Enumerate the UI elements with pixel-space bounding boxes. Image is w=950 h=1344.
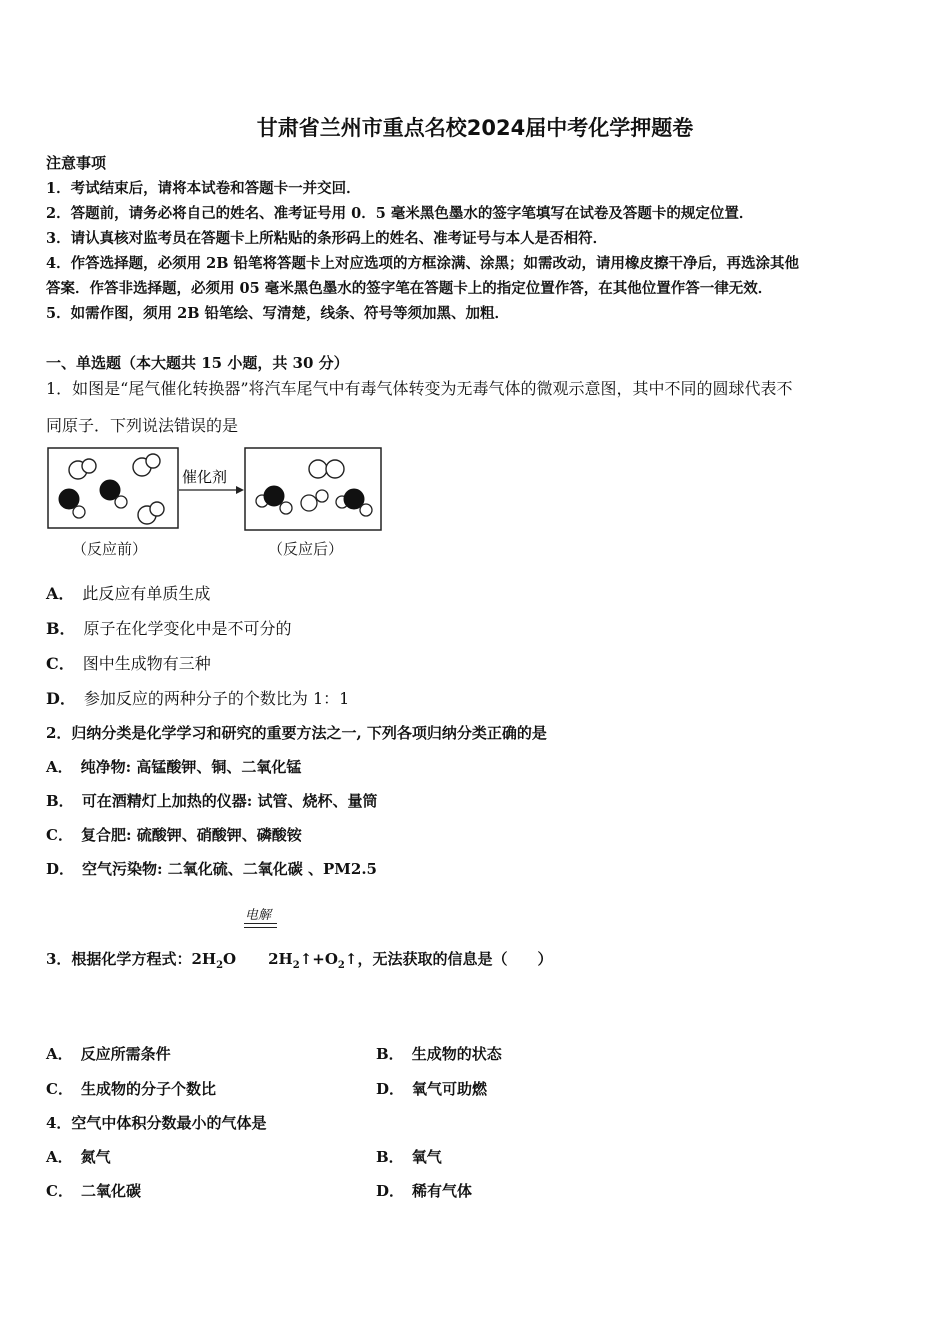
option-label: C． <box>46 826 73 844</box>
gas-arrow: ↑ <box>299 950 313 968</box>
q2-option-c[interactable] <box>46 824 302 845</box>
q3-option-d[interactable] <box>376 1078 487 1099</box>
option-text: 复合肥: 硫酸钾、硝酸钾、磷酸铵 <box>80 826 302 844</box>
option-label: B． <box>376 1148 404 1166</box>
q3-option-a[interactable] <box>46 1043 171 1064</box>
q1-stem-line1: 1．如图是“尾气催化转换器”将汽车尾气中有毒气体转变为无毒气体的微观示意图，其中不同的圆球代表不 <box>46 379 793 398</box>
notice-item: 5．如需作图，须用 2B 铅笔绘、写清楚，线条、符号等须加黑、加粗． <box>46 305 510 322</box>
q4-option-d[interactable] <box>376 1180 472 1201</box>
equation-suffix: ，无法获取的信息是（ ） <box>357 950 553 968</box>
gas-arrow: ↑ <box>344 950 358 968</box>
option-label: D． <box>46 689 76 708</box>
option-text: 稀有气体 <box>412 1182 473 1200</box>
q2-option-a[interactable] <box>46 756 301 777</box>
option-label: B． <box>46 619 76 638</box>
q2-option-d[interactable] <box>46 858 377 879</box>
notice-item: 3．请认真核对监考员在答题卡上所粘贴的条形码上的姓名、准考证号与本人是否相符． <box>46 230 608 247</box>
option-text: 纯净物: 高锰酸钾、铜、二氧化锰 <box>80 758 302 776</box>
option-label: C． <box>46 654 75 673</box>
option-text: 生成物的状态 <box>411 1045 502 1063</box>
before-caption: （反应前） <box>72 540 148 558</box>
before-box <box>48 448 178 528</box>
page-title: 甘肃省兰州市重点名校2024届中考化学押题卷 <box>256 116 694 140</box>
option-text: 氧气 <box>411 1148 442 1166</box>
option-text: 二氧化碳 <box>80 1182 141 1200</box>
option-label: D． <box>376 1080 405 1098</box>
q1-option-c[interactable] <box>46 651 211 674</box>
notice-item: 答案．作答非选择题，必须用 05 毫米黑色墨水的签字笔在答题卡上的指定位置作答，在其他位置作答一律无效． <box>46 280 773 297</box>
option-text: 此反应有单质生成 <box>82 584 211 603</box>
option-text: 原子在化学变化中是不可分的 <box>83 619 292 638</box>
notice-item: 4．作答选择题，必须用 2B 铅笔将答题卡上对应选项的方框涂满、涂黑；如需改动，请用橡皮擦干净后，再选涂其他 <box>46 255 800 272</box>
q4-stem: 4．空气中体积分数最小的气体是 <box>46 1114 267 1132</box>
option-label: D． <box>376 1182 405 1200</box>
equation-prefix: 3．根据化学方程式：2H <box>46 950 217 968</box>
q1-option-b[interactable] <box>46 616 292 639</box>
option-label: A． <box>46 1148 73 1166</box>
option-text: 图中生成物有三种 <box>82 654 211 673</box>
notice-item: 2．答题前，请务必将自己的姓名、准考证号用 0．5 毫米黑色墨水的签字笔填写在试卷及答题卡的规定位置． <box>46 205 754 222</box>
q2-stem: 2．归纳分类是化学学习和研究的重要方法之一, 下列各项归纳分类正确的是 <box>46 724 547 742</box>
q4-option-b[interactable] <box>376 1146 442 1167</box>
option-text: 生成物的分子个数比 <box>80 1080 216 1098</box>
option-label: D． <box>46 860 75 878</box>
option-text: 氮气 <box>80 1148 111 1166</box>
q4-option-a[interactable] <box>46 1146 111 1167</box>
subscript: 2 <box>292 960 300 971</box>
q1-stem-line2: 同原子．下列说法错误的是 <box>46 416 239 435</box>
catalyst-arrow <box>179 468 244 494</box>
section-heading: 一、单选题（本大题共 15 小题，共 30 分） <box>46 354 349 372</box>
option-text: 反应所需条件 <box>80 1045 171 1063</box>
condition-label: 电解 <box>245 908 272 923</box>
option-text: 氧气可助燃 <box>412 1080 488 1098</box>
subscript: 2 <box>216 960 224 971</box>
option-label: A． <box>46 1045 73 1063</box>
option-text: 参加反应的两种分子的个数比为 1：1 <box>83 689 350 708</box>
equation-line <box>244 923 277 924</box>
option-label: B． <box>376 1045 404 1063</box>
equation-line <box>244 927 277 928</box>
equation-product: 2H <box>268 950 293 968</box>
q1-option-a[interactable] <box>46 581 210 604</box>
q2-option-b[interactable] <box>46 790 377 811</box>
option-label: C． <box>46 1182 73 1200</box>
q3-stem <box>46 948 552 971</box>
after-box <box>245 448 381 530</box>
option-label: B． <box>46 792 74 810</box>
notice-item: 1．考试结束后，请将本试卷和答题卡一并交回． <box>46 180 361 197</box>
equation-product: +O <box>312 950 338 968</box>
notice-heading: 注意事项 <box>46 154 107 172</box>
after-caption: （反应后） <box>268 540 344 558</box>
q3-option-b[interactable] <box>376 1043 502 1064</box>
catalyst-label: 催化剂 <box>182 468 228 486</box>
option-text: 空气污染物: 二氧化硫、二氧化碳 、PM2.5 <box>82 860 377 878</box>
option-label: A． <box>46 758 73 776</box>
option-text: 可在酒精灯上加热的仪器: 试管、烧杯、量筒 <box>81 792 378 810</box>
q1-option-d[interactable] <box>46 686 349 709</box>
equation-reactant: O <box>223 950 237 968</box>
option-label: C． <box>46 1080 73 1098</box>
q3-option-c[interactable] <box>46 1078 216 1099</box>
q4-option-c[interactable] <box>46 1180 141 1201</box>
subscript: 2 <box>337 960 345 971</box>
option-label: A． <box>46 584 75 603</box>
